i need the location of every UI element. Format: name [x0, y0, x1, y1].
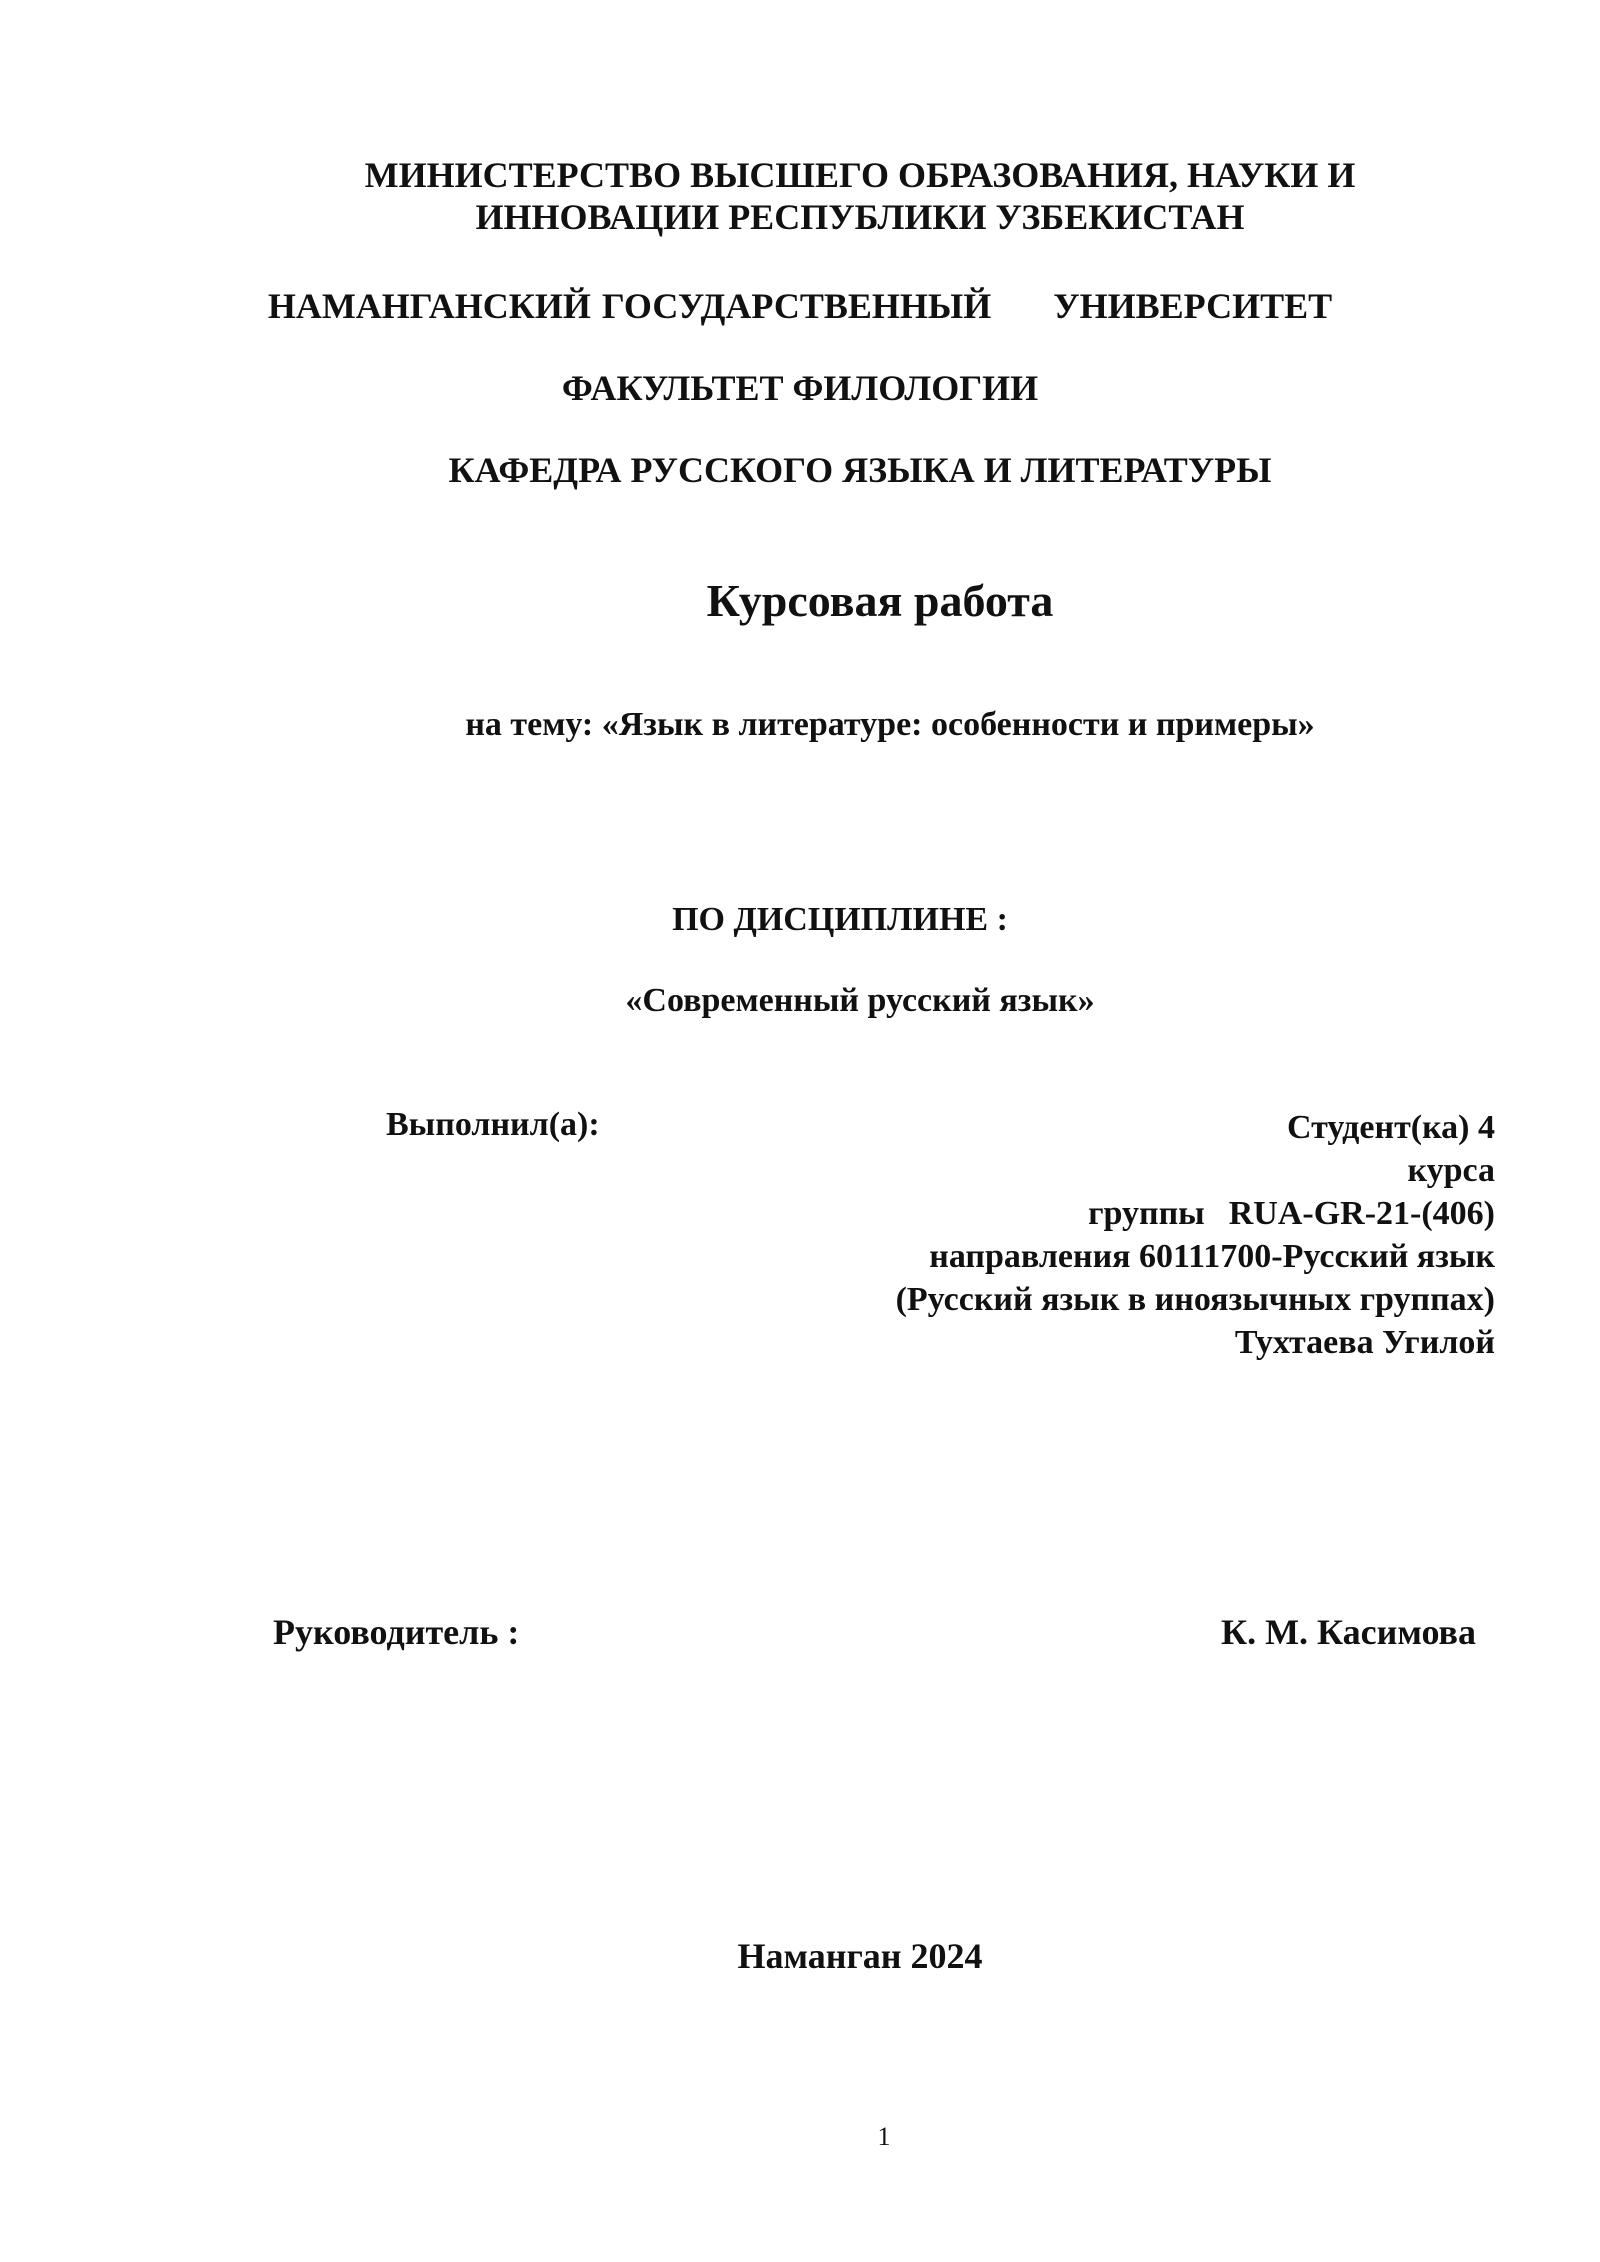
student-name: Тухтаева Угилой	[1234, 1324, 1495, 1361]
faculty-heading: ФАКУЛЬТЕТ ФИЛОЛОГИИ	[561, 368, 1039, 408]
group-code: RUA-GR-21-(406)	[1228, 1195, 1495, 1232]
group-line	[896, 1192, 1495, 1235]
discipline-label: ПО ДИСЦИПЛИНЕ :	[672, 901, 1008, 938]
course-line: курса	[1407, 1152, 1495, 1189]
discipline-name: «Современный русский язык»	[625, 982, 1095, 1019]
ministry-heading: МИНИСТЕРСТВО ВЫСШЕГО ОБРАЗОВАНИЯ, НАУКИ И ИННОВАЦИИ РЕСПУБЛИКИ УЗБЕКИСТАН	[364, 155, 1356, 237]
university-heading	[0, 288, 1600, 324]
department-heading: КАФЕДРА РУССКОГО ЯЗЫКА И ЛИТЕРАТУРЫ	[448, 450, 1272, 490]
city-year: Наманган 2024	[737, 1936, 983, 1976]
university-name-part1: НАМАНГАНСКИЙ ГОСУДАРСТВЕННЫЙ	[267, 286, 992, 326]
performer-label: Выполнил(а):	[386, 1106, 600, 1143]
direction-line: направления 60111700-Русский язык	[929, 1238, 1495, 1275]
university-name-part2: УНИВЕРСИТЕТ	[1053, 286, 1333, 326]
supervisor-label: Руководитель :	[273, 1612, 520, 1652]
page-number: 1	[877, 2122, 891, 2151]
student-info-block	[896, 1106, 1495, 1364]
group-label: группы	[1088, 1195, 1205, 1232]
work-title: Курсовая работа	[706, 575, 1054, 626]
supervisor-name: К. М. Касимова	[1220, 1612, 1476, 1652]
work-topic: на тему: «Язык в литературе: особенности и примеры»	[465, 706, 1315, 743]
specialization-line: (Русский язык в иноязычных группах)	[895, 1281, 1495, 1318]
student-line: Студент(ка) 4	[1286, 1109, 1495, 1146]
